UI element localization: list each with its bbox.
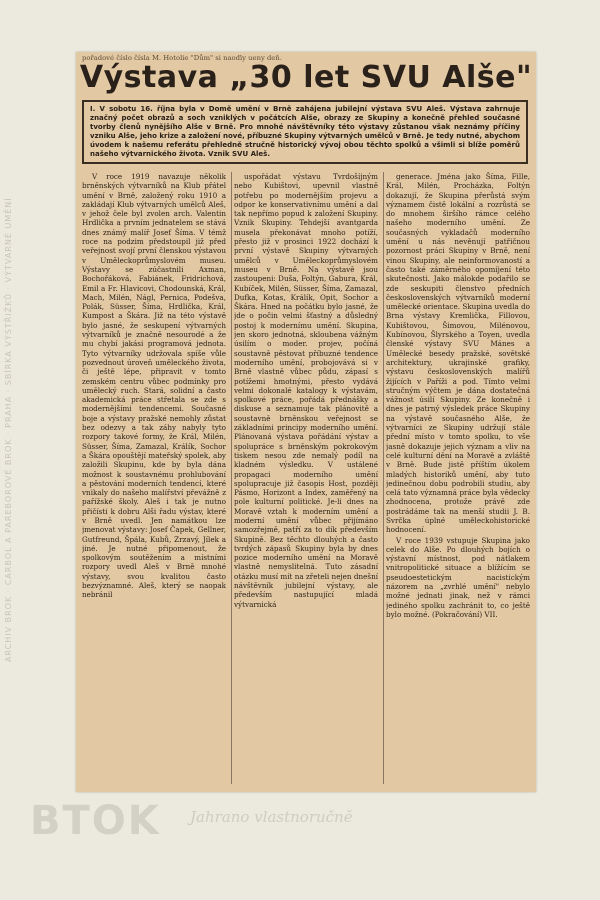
article-title: Výstava „30 let SVU Alše" [79, 60, 533, 95]
clipping-top-snippet: pořadové číslo čísla M. Hotolie "Dům" si naoďiy ueny deň. [82, 54, 282, 62]
paragraph: V roce 1919 navazuje několik brněnských výtvarníků na Klub přátel umění v Brně, založený roku 1910 a zakládají Klub výtvarných umělců Aleš, v jehož čele byl zvolen arch. Valentin Hrdlička a prvním jednatelem se stává dnes známý malíř Josef Šíma. V témž roce na podzim předstoupil již před veřejnost svojí první členskou výstavou v Uměleckoprůmyslovém museu. Výstavy se zúčastnili Axman, Bochořáková, Fabiánek, Fridrichová, Emil a Fr. Hlavicovi, Chodounská, Král, Mach, Milén, Nágl, Pernica, Podešva, Polák, Süsser, Šíma, Hrdlička, Král, Kumpost a Škára. Již na této výstavě bylo jasné, že seskupení výtvarných výtvarníků je značně nesourodé a že mu chybí jakási programová jednota. Tyto výtvarníky udržovala spíše vůle pozvednout úroveň uměleckého života, či ještě lépe, připravit v tomto zemském centru vůbec podmínky pro umělecký ruch. Stará, solidní a často akademická práce střetala se zde s modernějšími tendencemi. Současné boje a výstavy pražské nemohly zůstat bez odezvy a tak záhy nabyly tyto rozpory takové formy, že Král, Milén, Süsser, Šíma, Zamazal, Králík, Sochor a Škára opouštějí mateřský spolek, aby založili Skupinu, kde by byla dána možnost k soustavnému prohlubování a pěstování moderních tendencí, které vnikaly do našeho malířství převážně z pařížské školy. Aleš i tak je nutno přičísti k dobru Alši řadu výstav, které v Brně uvedl. Jen namátkou lze jmenovat výstavy: Josef Čapek, Gellner, Gutfreund, Špála, Kubů, Zrzavý, Jílek a jiné. Je nutné připomenout, že spolkovým soutěžením a místními rozpory uvedl Aleš v Brně mnohé výstavy, svou kvalitou často bezvýznamné. Aleš, který se naopak nebránil [82, 172, 226, 600]
handwritten-note: Jahrano vlastnoručně [190, 808, 353, 826]
article-column-2 [234, 172, 378, 784]
archive-stamp: BTOK [30, 798, 161, 844]
article-lead: I. V sobotu 16. října byla v Domě umění v Brně zahájena jubilejní výstava SVU Aleš. Výstava zahrnuje značný počet obrazů a soch vzniklých v počátcích Alše, obrazy ze Skupiny a konečně přehled současné tvorby členů nynějšího Alše v Brně. Pro mnohé návštěvníky této výstavy zůstanou však neznámy příčiny vzniku Alše, jeho krize a založení nové, příbuzné Skupiny výtvarných umělců v Brně. Je tedy nutné, abychom úvodem k našemu referátu přehledně stručně historický vývoj obou těchto spolků a všimli si blíže poměrů našeho výtvarnického života. Vznik SVU Aleš. [82, 100, 528, 164]
archive-side-strip: ARCHIV BROK · CARBOL A PAREBOROVÉ BROK · PRAHA · SBÍRKA VÝSTŘIŽKŮ · VÝTVARNÉ UMĚNÍ [4, 197, 13, 663]
article-column-1 [82, 172, 226, 784]
paragraph: uspořádat výstavu Tvrdošíjným nebo Kubištovi, upevnil vlastně potřebu po modernějším projevu a odpor ke konservativnímu umění a dal tak nepřímo popud k založení Skupiny. Vznik Skupiny. Tehdejší avantgarda musela překonávat mnoho potíží, přesto již v prosinci 1922 dochází k první výstavě Skupiny výtvarných umělců v Uměleckoprůmyslovém museu v Brně. Na výstavě jsou zastoupeni: Duša, Foltýn, Gabura, Král, Kubíček, Milén, Süsser, Šíma, Zamazal, Dufka, Kotas, Králík, Opit, Sochor a Škára. Hned na počátku bylo jasné, že jde o počin velmi šťastný a důsledný postoj k modernímu umění. Skupina, jen skoro jednotná, skloubena vážným úsilím o moder. projev, počíná soustavně pěstovat příbuzné tendence moderního umění, probojovává si v Brně vlastně vůbec půdu, zápasí s potížemi hmotnými, přesto vydává velmi dokonalé katalogy k výstavám, spolkové práce, pořádá přednášky a diskuse a seznamuje tak plánovitě a soustavně brněnskou veřejnost se základními principy moderního umění. Plánovaná výstava pořádání výstav a spolupráce s brněnským pokrokovým tiskem nesou zde nemalý podíl na kladném výsledku. V ustálené propagaci moderního umění spolupracuje již časopis Host, později Pásmo, Horizont a Index, zaměřený na pole kulturní politické. Je-li dnes na Moravě vztah k moderním umění a moderní umění vůbec přijímáno samozřejmě, patří za to dík především Skupině. Bez těchto dlouhých a často tvrdých zápasů Skupiny byla by dnes pozice moderního umění na Moravě vlastně nemyslitelná. Tuto zásadní otázku musí mít na zřeteli nejen dnešní návštěvník jubilejní výstavy, ale především nastupující mladá výtvarnická [234, 172, 378, 609]
article-body [82, 172, 530, 784]
newspaper-clipping [76, 52, 536, 792]
article-column-3 [386, 172, 530, 784]
paragraph: V roce 1939 vstupuje Skupina jako celek do Alše. Po dlouhých bojích o výstavní místnost, pod nátlakem vnitropolitické situace a blížícím se pseudoestetickým nacistickým názorem na „zvrhlé umění" nebylo možné jednati jinak, než v rámci jediného spolku zachránit to, co ještě bylo možné. (Pokračování) VII. [386, 535, 530, 619]
paragraph: generace. Jména jako Šíma, Fille, Král, Milén, Procházka, Foltýn dokazují, že Skupina přerůstá svým významem čistě lokální a rozrůstá se do mnohem širšího rámce celého našeho moderního umění. Ze současných vykladačů moderního umění u nás nevěnují patřičnou pozornost práci Skupiny v Brně, není vinou Skupiny, ale neinformovaností a často také záměrného opomíjení této skutečnosti. Jako málokde podařilo se zde seskupiti členstvo předních československých výtvarníků moderní umělecké orientace. Skupina uvedla do Brna výstavy Kremlička, Fillovou, Kubištovou, Šimovou, Milénovou, Kubínovou, Šlyrského a Toyen, uvedla členské výstavy SVU Mánes a Umělecké besedy pražské, sovětské architektury, ukrajinské grafiky, výstavu československých malířů žijících v Paříži a pod. Tímto velmi stručným výčtem je dána dostatečná vážnost úsilí Skupiny. Ze konečně i dnes je patrný výsledek práce Skupiny na výstavě současného Alše, že výtvarníci ze Skupiny udržují stále přední místo v tomto spolku, to vše jasně dokazuje jejich význam a vliv na celé kulturní dění na Moravě a zvláště v Brně. Bude jistě příštím úkolem mladých historiků umění, aby tuto jedinečnou dobu podrobili studiu, aby celá tato významná práce byla vědecky zhodnocena, protože právě zde postrádáme tak na menší studii J. B. Svrčka úplné uměleckohistorické hodnocení. [386, 172, 530, 535]
